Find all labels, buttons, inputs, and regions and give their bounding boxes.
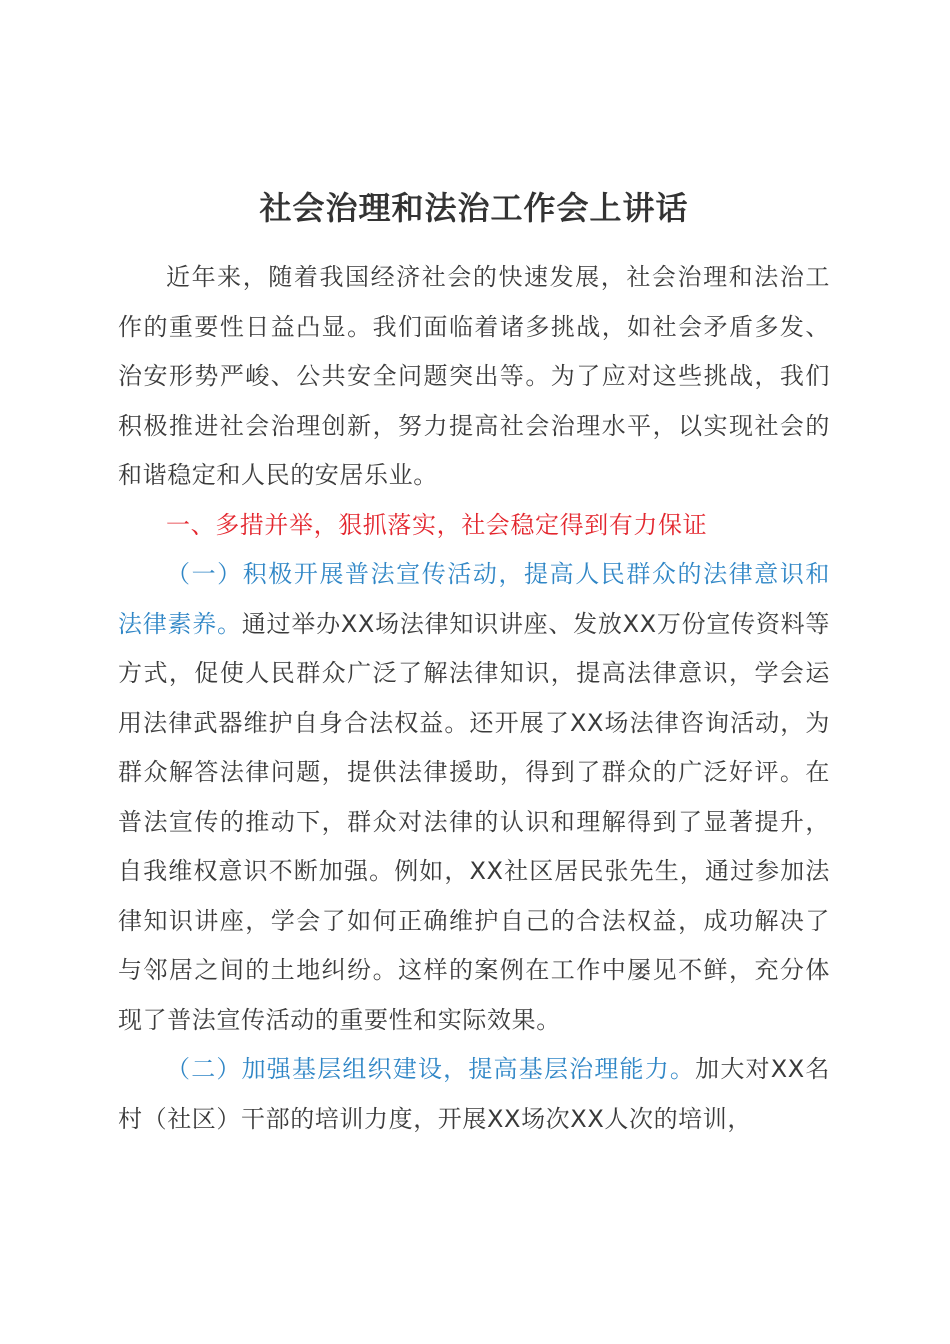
item-1-body: 通过举办XX场法律知识讲座、发放XX万份宣传资料等方式，促使人民群众广泛了解法律知识，提高法律意识，学会运用法律武器维护自身合法权益。还开展了XX场法律咨询活动，为群众解答法律问题，提供法律援助，得到了群众的广泛好评。在普法宣传的推动下，群众对法律的认识和理解得到了显著提升，自我维权意识不断加强。例如，XX社区居民张先生，通过参加法律知识讲座，学会了如何正确维护自己的合法权益，成功解决了与邻居之间的土地纠纷。这样的案例在工作中屡见不鲜，充分体现了普法宣传活动的重要性和实际效果。 (118, 609, 831, 1034)
item-2-paragraph (118, 1045, 830, 1144)
intro-paragraph: 近年来，随着我国经济社会的快速发展，社会治理和法治工作的重要性日益凸显。我们面临着诸多挑战，如社会矛盾多发、治安形势严峻、公共安全问题突出等。为了应对这些挑战，我们积极推进社会治理创新，努力提高社会治理水平，以实现社会的和谐稳定和人民的安居乐业。 (118, 263, 830, 489)
section-heading-1: 一、多措并举，狠抓落实，社会稳定得到有力保证 (166, 510, 708, 539)
document-title: 社会治理和法治工作会上讲话 (259, 189, 689, 227)
item-1-lead: （一）积极开展普法宣传活动，提高人民群众的法律意识和法律素养。 (118, 560, 830, 638)
item-2-lead: （二）加强基层组织建设，提高基层治理能力。 (166, 1055, 696, 1083)
item-2-body: 加大对XX名村（社区）干部的培训力度，开展XX场次XX人次的培训， (118, 1055, 830, 1133)
document-page (118, 180, 830, 1144)
item-1-paragraph (118, 550, 830, 1045)
